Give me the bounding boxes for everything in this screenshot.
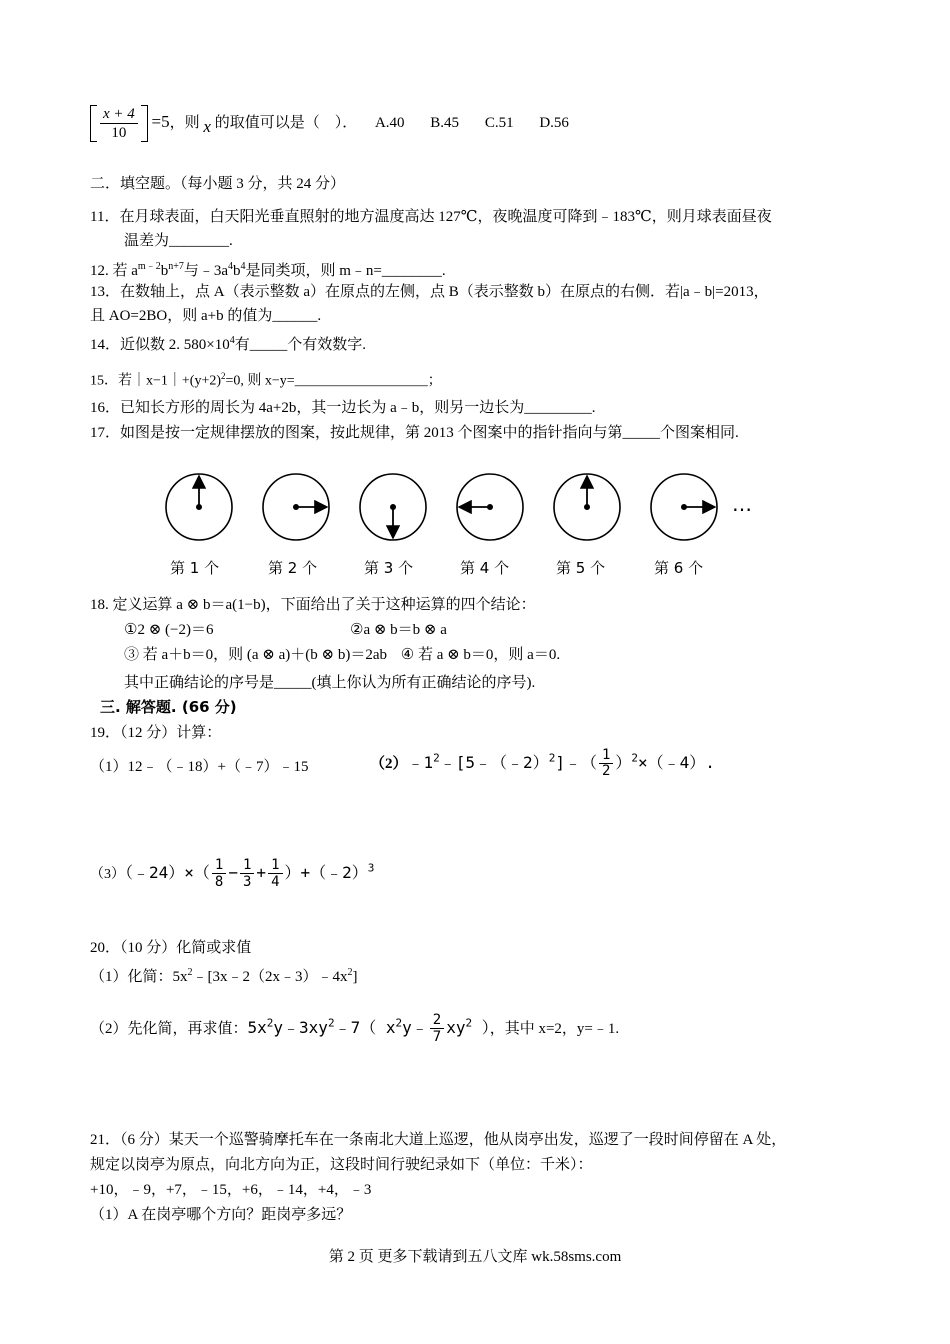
- q20-part1: [90, 963, 358, 987]
- q19-p2-sup1: 2: [433, 751, 440, 765]
- q20-p2-expr: [247, 1012, 490, 1045]
- q19-part2: [370, 748, 715, 788]
- q18-item4: ④ 若 a ⊗ b＝0，则 a＝0.: [400, 647, 561, 663]
- q19-p2-label: （2）: [370, 756, 408, 772]
- q10-option-c: C.51: [484, 114, 514, 131]
- q19-p2-c: ]﹣（: [555, 753, 597, 772]
- q20-p2-b: y﹣3xy: [273, 1018, 328, 1037]
- q20-p2-fd: 7: [432, 1029, 442, 1045]
- q10-numerator: x + 4: [100, 105, 138, 124]
- q19-p2-d: ）: [615, 753, 632, 772]
- q12-mid3: b: [233, 263, 241, 279]
- q18-line4: 其中正确结论的序号是_____(填上你认为所有正确结论的序号).: [124, 675, 536, 691]
- q21-line3: +10，﹣9，+7，﹣15，+6，﹣14，+4，﹣3: [90, 1182, 372, 1198]
- q19-p2-frac-d: 2: [601, 763, 611, 779]
- q12-sup1: m﹣2: [137, 261, 161, 272]
- q10-eq: =5: [151, 111, 170, 131]
- q20-p1-sup1: 2: [187, 967, 193, 978]
- q20-p2-d: y﹣: [402, 1018, 428, 1037]
- q20-p2-fn: 2: [430, 1012, 444, 1029]
- q18-row3: [124, 645, 560, 665]
- q20-p2-f: ）: [472, 1018, 490, 1037]
- q12-post: 是同类项，则 m﹣n=________.: [245, 263, 446, 279]
- q20-p2-e: xy: [446, 1018, 466, 1037]
- q20-p1-mid: ﹣[3x﹣2（2x﹣3）﹣4x: [192, 969, 348, 985]
- dial-3-down: [360, 474, 426, 540]
- q12-mid1: b: [160, 263, 169, 279]
- q10-var: x: [203, 116, 211, 136]
- q19-p2-sup3: 2: [631, 751, 639, 765]
- dial-center-dot: [584, 504, 590, 510]
- dial-6-right: [651, 474, 717, 540]
- dial-center-dot: [196, 504, 202, 510]
- section-2-heading: 二．填空题。（每小题 3 分，共 24 分）: [90, 176, 346, 192]
- q19-f3d: 4: [271, 874, 280, 890]
- q15-sup: 2: [221, 371, 226, 381]
- q20-p2-s4: 2: [465, 1016, 473, 1030]
- q19-head: 19．（12 分）计算：: [90, 725, 222, 741]
- q19-p3-label: （3）: [90, 867, 125, 882]
- q19-p2-e: ×（﹣4）.: [638, 753, 715, 772]
- q18-item3: ③ 若 a＋b＝0，则 (a ⊗ a)＋(b ⊗ b)＝2ab: [124, 647, 387, 663]
- q16-line: 16．已知长方形的周长为 4a+2b，其一边长为 a﹣b，则另一边长为_________.: [90, 400, 596, 416]
- q19-p2-a: ﹣1: [407, 753, 434, 772]
- q20-head: 20．（10 分）化简或求值: [90, 940, 252, 956]
- q12-mid2: 与﹣3a: [183, 263, 229, 279]
- q10-line: [90, 105, 569, 155]
- q15-pre: 15．若｜x−1｜+(y+2): [90, 373, 222, 389]
- q10-rest: 的取值可以是（ ）．: [214, 114, 358, 131]
- dial-center-dot: [390, 504, 396, 510]
- q19-p3-b: ）+（﹣2）: [284, 863, 368, 882]
- dial-center-dot: [293, 504, 299, 510]
- q19-part1: （1）12﹣（﹣18）+（﹣7）﹣15: [90, 759, 309, 775]
- q20-p2-s3: 2: [395, 1016, 403, 1030]
- q18-item1: ①2 ⊗ (−2)＝6: [124, 622, 214, 638]
- q12-sup2: n+7: [168, 261, 184, 272]
- q12-sup4: 4: [240, 261, 246, 272]
- q20-p2-c: ﹣7（ x: [334, 1018, 396, 1037]
- dial-label-1: 第 1 个: [170, 559, 220, 577]
- q13-line2: 且 AO=2BO，则 a+b 的值为______.: [90, 308, 322, 324]
- q19-p3-a: （﹣24）×（: [125, 863, 210, 882]
- q20-p2-pre: （2）先化简，再求值：: [90, 1021, 248, 1037]
- q19-p3-sup: 3: [367, 861, 375, 875]
- q20-p2-fraction: [430, 1012, 444, 1045]
- q21-line2: 规定以岗亭为原点，向北方向为正，这段时间行驶纪录如下（单位：千米）：: [90, 1157, 593, 1173]
- q14-sup: 4: [229, 335, 235, 346]
- q19-p2-frac-n: 1: [599, 748, 613, 764]
- q18-row2: [124, 620, 447, 640]
- q10-fraction: [100, 105, 138, 142]
- section-3-heading: 三. 解答题. (66 分): [100, 698, 237, 716]
- q20-part2: [90, 1012, 619, 1056]
- q10-option-b: B.45: [430, 114, 460, 131]
- q14-post: 有_____个有效数字.: [234, 337, 366, 353]
- q10-text: ，则: [169, 114, 200, 131]
- q20-p2-s1: 2: [266, 1016, 274, 1030]
- q20-p2-post: ，其中 x=2，y=﹣1.: [489, 1021, 620, 1037]
- dial-2-right: [263, 474, 329, 540]
- q15-line: [90, 366, 442, 392]
- ellipsis: …: [732, 492, 752, 516]
- right-bracket: [141, 105, 148, 142]
- dial-1-up: [166, 474, 232, 540]
- dial-center-dot: [487, 504, 493, 510]
- dial-center-dot: [681, 504, 687, 510]
- q20-p1-sup2: 2: [347, 967, 353, 978]
- dial-5-up: [554, 474, 620, 540]
- dial-label-2: 第 2 个: [268, 559, 318, 577]
- q19-f1n: 1: [212, 857, 226, 874]
- dial-label-4: 第 4 个: [460, 559, 510, 577]
- dial-label-3: 第 3 个: [364, 559, 414, 577]
- q18-item2: ②a ⊗ b＝b ⊗ a: [350, 622, 447, 638]
- q10-bracket-fraction: [90, 105, 148, 142]
- q19-p3-frac1: [212, 857, 226, 890]
- q10-option-d: D.56: [539, 114, 569, 131]
- q11-line1: 11．在月球表面，白天阳光垂直照射的地方温度高达 127℃，夜晚温度可降到﹣183℃，则月球表面昼夜: [90, 209, 772, 225]
- q19-p2-fraction: [599, 748, 613, 779]
- q19-f2d: 3: [242, 874, 252, 890]
- q19-p3-frac3: [268, 857, 282, 890]
- q14-line: [90, 331, 366, 355]
- q10-denominator: 10: [111, 125, 127, 141]
- q20-p2-s2: 2: [327, 1016, 335, 1030]
- dial-4-left: [457, 474, 523, 540]
- q19-p2-sup2: 2: [548, 751, 556, 765]
- q10-option-a: A.40: [374, 114, 405, 131]
- q19-part3: （3）（﹣24）×（ $\frac{1}{8}$ − $\frac{1}{3}$ + $\frac{1}{4}$ ）+（﹣2）$^3$: [90, 857, 375, 890]
- q15-post: =0, 则 x−y=___________________；: [225, 373, 442, 389]
- q13-line1: 13．在数轴上，点 A（表示整数 a）在原点的左侧，点 B（表示整数 b）在原点的右侧．若|a﹣b|=2013，: [90, 284, 769, 300]
- q19-f2n: 1: [240, 857, 254, 874]
- q12-sup3: 4: [228, 261, 234, 272]
- q19-f1d: 8: [214, 874, 224, 890]
- q20-p2-a: 5x: [247, 1018, 267, 1037]
- page-footer: 第 2 页 更多下载请到五八文库 wk.58sms.com: [328, 1249, 622, 1265]
- q19-f3n: 1: [268, 857, 282, 874]
- q20-p1-post: ]: [352, 969, 358, 985]
- left-bracket: [90, 105, 97, 142]
- q19-p2-b: ﹣[5﹣（﹣2）: [439, 753, 549, 772]
- q20-p1-pre: （1）化简：5x: [90, 969, 188, 985]
- q17-line: 17．如图是按一定规律摆放的图案，按此规律，第 2013 个图案中的指针指向与第_____个图案相同.: [90, 425, 739, 441]
- dial-label-6: 第 6 个: [654, 559, 704, 577]
- dial-label-5: 第 5 个: [556, 559, 606, 577]
- q21-line4: （1）A 在岗亭哪个方向？距岗亭多远？: [90, 1207, 352, 1223]
- q21-line1: 21．（6 分）某天一个巡警骑摩托车在一条南北大道上巡逻，他从岗亭出发，巡逻了一段时间停留在 A 处，: [90, 1132, 787, 1148]
- q11-line2: 温差为________.: [124, 233, 233, 249]
- q14-pre: 14．近似数 2. 580×10: [90, 337, 230, 353]
- q18-line1: 18. 定义运算 a ⊗ b＝a(1−b)，下面给出了关于这种运算的四个结论：: [90, 597, 536, 613]
- q19-p3-frac2: [240, 857, 254, 890]
- dial-figure: [150, 465, 770, 555]
- q12-pre: 12. 若 a: [90, 263, 138, 279]
- q12-line: [90, 257, 446, 281]
